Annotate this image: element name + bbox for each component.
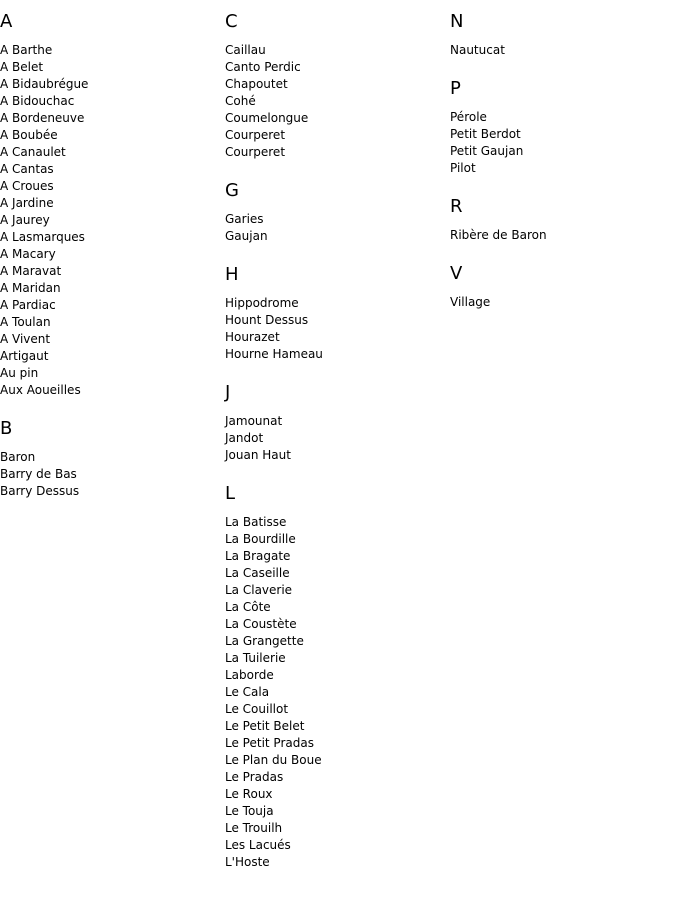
letter-heading: V xyxy=(450,263,463,284)
place-name-item: A Cantas xyxy=(0,162,54,176)
place-name-item: Jouan Haut xyxy=(225,448,291,462)
place-name-item: Barry de Bas xyxy=(0,467,77,481)
place-name-item: A Barthe xyxy=(0,43,53,57)
place-name-item: Au pin xyxy=(0,366,39,380)
place-name-list xyxy=(0,449,220,500)
place-name-item: Le Touja xyxy=(225,804,274,818)
letter-group-p xyxy=(450,79,670,177)
letter-heading: G xyxy=(225,180,239,201)
place-name-item: L'Hoste xyxy=(225,855,270,869)
place-name-item: La Caseille xyxy=(225,566,290,580)
place-name-item: Baron xyxy=(0,450,36,464)
place-name-list xyxy=(225,42,445,161)
place-name-item: La Côte xyxy=(225,600,271,614)
place-name-item: A Belet xyxy=(0,60,44,74)
place-name-item: Village xyxy=(450,295,491,309)
place-name-list xyxy=(225,514,445,871)
letter-group-h xyxy=(225,265,445,363)
letter-heading: N xyxy=(450,11,464,32)
place-name-list xyxy=(450,227,670,244)
letter-heading: J xyxy=(225,382,231,403)
place-name-item: A Boubée xyxy=(0,128,58,142)
place-name-item: Ribère de Baron xyxy=(450,228,547,242)
place-name-item: La Batisse xyxy=(225,515,287,529)
place-name-item: Le Pradas xyxy=(225,770,284,784)
index-column-3 xyxy=(450,0,670,331)
place-name-item: Le Roux xyxy=(225,787,273,801)
letter-group-j xyxy=(225,383,445,464)
place-name-item: A Jaurey xyxy=(0,213,50,227)
letter-group-l xyxy=(225,484,445,871)
place-name-list xyxy=(0,42,220,399)
letter-heading: C xyxy=(225,11,238,32)
place-name-item: A Bidouchac xyxy=(0,94,75,108)
place-name-item: Hourne Hameau xyxy=(225,347,323,361)
place-name-item: La Bourdille xyxy=(225,532,296,546)
place-name-item: Artigaut xyxy=(0,349,49,363)
place-name-item: Le Cala xyxy=(225,685,270,699)
place-name-item: A Pardiac xyxy=(0,298,56,312)
place-name-item: Garies xyxy=(225,212,264,226)
letter-heading: A xyxy=(0,11,13,32)
place-name-list xyxy=(450,42,670,59)
letter-heading: R xyxy=(450,196,463,217)
place-name-item: A Canaulet xyxy=(0,145,66,159)
place-name-list xyxy=(450,294,670,311)
place-name-item: Le Petit Belet xyxy=(225,719,305,733)
letter-group-v xyxy=(450,264,670,311)
place-name-item: A Bordeneuve xyxy=(0,111,85,125)
place-name-item: A Maridan xyxy=(0,281,61,295)
place-name-item: Chapoutet xyxy=(225,77,288,91)
place-name-item: La Grangette xyxy=(225,634,304,648)
place-name-item: Hippodrome xyxy=(225,296,299,310)
place-name-item: Jandot xyxy=(225,431,264,445)
place-name-list xyxy=(225,211,445,245)
letter-heading: L xyxy=(225,483,236,504)
letter-group-c xyxy=(225,12,445,161)
place-name-item: La Coustète xyxy=(225,617,297,631)
place-name-item: Le Petit Pradas xyxy=(225,736,314,750)
letter-group-g xyxy=(225,181,445,245)
place-name-item: Aux Aoueilles xyxy=(0,383,81,397)
place-name-item: Coumelongue xyxy=(225,111,309,125)
place-name-item: Petit Gaujan xyxy=(450,144,524,158)
place-name-item: Les Lacués xyxy=(225,838,291,852)
place-name-item: A Maravat xyxy=(0,264,62,278)
place-name-item: Le Plan du Boue xyxy=(225,753,322,767)
place-name-item: Caillau xyxy=(225,43,266,57)
place-name-item: A Croues xyxy=(0,179,54,193)
place-name-item: Gaujan xyxy=(225,229,268,243)
letter-group-r xyxy=(450,197,670,244)
place-name-item: Courperet xyxy=(225,128,286,142)
place-name-item: Laborde xyxy=(225,668,274,682)
place-name-item: Petit Berdot xyxy=(450,127,521,141)
letter-heading: P xyxy=(450,78,461,99)
place-name-item: A Bidaubrégue xyxy=(0,77,89,91)
place-name-item: La Bragate xyxy=(225,549,291,563)
place-name-item: A Macary xyxy=(0,247,56,261)
place-name-item: La Claverie xyxy=(225,583,293,597)
place-name-list xyxy=(450,109,670,177)
place-name-item: Cohé xyxy=(225,94,256,108)
place-name-item: Pérole xyxy=(450,110,487,124)
letter-heading: B xyxy=(0,418,13,439)
place-name-item: A Toulan xyxy=(0,315,51,329)
place-name-item: Hount Dessus xyxy=(225,313,309,327)
place-name-list xyxy=(225,413,445,464)
index-column-2 xyxy=(225,0,445,891)
place-name-list xyxy=(225,295,445,363)
letter-heading: H xyxy=(225,264,239,285)
place-name-item: Le Couillot xyxy=(225,702,289,716)
place-name-item: Hourazet xyxy=(225,330,280,344)
letter-group-a xyxy=(0,12,220,399)
letter-group-b xyxy=(0,419,220,500)
letter-group-n xyxy=(450,12,670,59)
place-name-item: Nautucat xyxy=(450,43,505,57)
place-name-item: A Lasmarques xyxy=(0,230,85,244)
place-name-item: Barry Dessus xyxy=(0,484,80,498)
place-name-item: Courperet xyxy=(225,145,286,159)
index-column-1 xyxy=(0,0,220,520)
place-name-item: Pilot xyxy=(450,161,476,175)
place-name-item: Jamounat xyxy=(225,414,283,428)
place-name-item: A Jardine xyxy=(0,196,54,210)
place-name-item: Canto Perdic xyxy=(225,60,301,74)
place-name-item: A Vivent xyxy=(0,332,51,346)
place-name-item: Le Trouilh xyxy=(225,821,283,835)
place-name-item: La Tuilerie xyxy=(225,651,286,665)
